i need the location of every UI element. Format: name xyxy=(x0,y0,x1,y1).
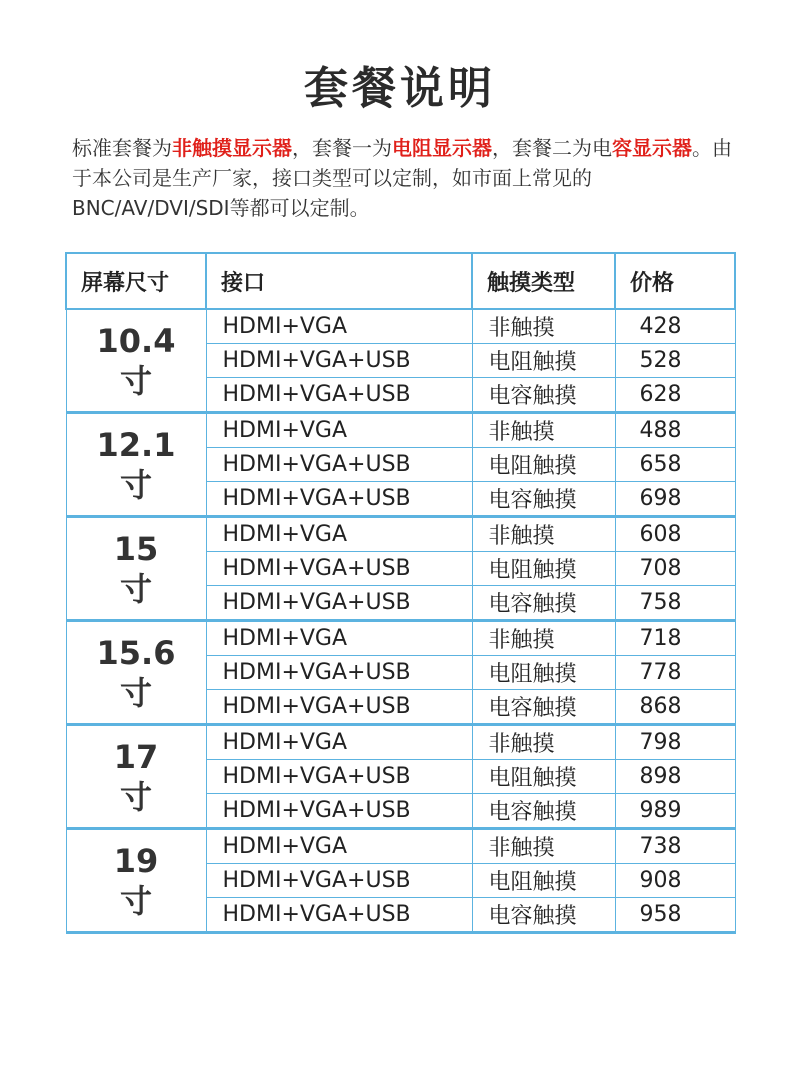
interface-cell: HDMI+VGA xyxy=(206,413,472,448)
price-cell: 428 xyxy=(615,309,735,344)
screen-size-unit: 寸 xyxy=(119,777,152,816)
screen-size-value: 17 xyxy=(113,737,159,776)
touch-type-cell: 电阻触摸 xyxy=(472,760,615,794)
touch-type-cell: 非触摸 xyxy=(472,517,615,552)
page-title: 套餐说明 xyxy=(304,63,496,114)
touch-type-cell: 非触摸 xyxy=(472,309,615,344)
interface-cell: HDMI+VGA+USB xyxy=(206,378,472,413)
interface-cell: HDMI+VGA+USB xyxy=(206,344,472,378)
touch-type-cell: 电容触摸 xyxy=(472,794,615,829)
interface-cell: HDMI+VGA xyxy=(206,309,472,344)
price-cell: 778 xyxy=(615,656,735,690)
price-cell: 628 xyxy=(615,378,735,413)
header-touch-type: 触摸类型 xyxy=(472,253,615,309)
price-cell: 718 xyxy=(615,621,735,656)
interface-cell: HDMI+VGA+USB xyxy=(206,586,472,621)
price-cell: 488 xyxy=(615,413,735,448)
interface-cell: HDMI+VGA+USB xyxy=(206,552,472,586)
interface-cell: HDMI+VGA+USB xyxy=(206,864,472,898)
touch-type-cell: 非触摸 xyxy=(472,413,615,448)
interface-cell: HDMI+VGA+USB xyxy=(206,656,472,690)
table-row xyxy=(66,829,735,864)
interface-cell: HDMI+VGA+USB xyxy=(206,760,472,794)
screen-size-value: 10.4 xyxy=(96,321,176,360)
screen-size-unit: 寸 xyxy=(119,881,152,920)
interface-cell: HDMI+VGA xyxy=(206,517,472,552)
price-cell: 608 xyxy=(615,517,735,552)
price-cell: 898 xyxy=(615,760,735,794)
price-cell: 738 xyxy=(615,829,735,864)
interface-cell: HDMI+VGA xyxy=(206,725,472,760)
touch-type-cell: 电容触摸 xyxy=(472,482,615,517)
interface-cell: HDMI+VGA xyxy=(206,621,472,656)
intro-text-2: ，套餐一为 xyxy=(292,136,392,160)
price-cell: 698 xyxy=(615,482,735,517)
intro-highlight-non-touch: 非触摸显示器 xyxy=(172,136,292,160)
table-row xyxy=(66,725,735,760)
touch-type-cell: 电容触摸 xyxy=(472,898,615,933)
screen-size-value: 12.1 xyxy=(96,425,176,464)
screen-size-cell xyxy=(66,725,206,829)
screen-size-cell xyxy=(66,309,206,413)
screen-size-value: 19 xyxy=(113,841,159,880)
touch-type-cell: 电阻触摸 xyxy=(472,448,615,482)
touch-type-cell: 电容触摸 xyxy=(472,586,615,621)
package-table xyxy=(65,252,736,934)
price-cell: 908 xyxy=(615,864,735,898)
table-header-row xyxy=(66,253,735,309)
screen-size-unit: 寸 xyxy=(119,465,152,504)
screen-size-cell xyxy=(66,621,206,725)
price-cell: 528 xyxy=(615,344,735,378)
touch-type-cell: 电阻触摸 xyxy=(472,864,615,898)
price-cell: 958 xyxy=(615,898,735,933)
price-cell: 708 xyxy=(615,552,735,586)
touch-type-cell: 非触摸 xyxy=(472,829,615,864)
interface-cell: HDMI+VGA+USB xyxy=(206,898,472,933)
touch-type-cell: 电阻触摸 xyxy=(472,344,615,378)
intro-highlight-capacitive: 容显示器 xyxy=(612,136,692,160)
interface-cell: HDMI+VGA+USB xyxy=(206,794,472,829)
price-cell: 868 xyxy=(615,690,735,725)
interface-cell: HDMI+VGA+USB xyxy=(206,448,472,482)
screen-size-value: 15.6 xyxy=(96,633,176,672)
intro-highlight-resistive: 电阻显示器 xyxy=(392,136,492,160)
intro-text-1: 标准套餐为 xyxy=(72,136,172,160)
screen-size-value: 15 xyxy=(113,529,159,568)
header-screen-size: 屏幕尺寸 xyxy=(66,253,206,309)
touch-type-cell: 电容触摸 xyxy=(472,690,615,725)
interface-cell: HDMI+VGA+USB xyxy=(206,690,472,725)
table-row xyxy=(66,309,735,344)
table-body xyxy=(66,309,735,933)
screen-size-cell xyxy=(66,413,206,517)
intro-text-4: 。由于本公司是生产厂家，接口类型可以定制，如市面上常见的BNC/AV/DVI/SDI等都可以定制。 xyxy=(72,136,732,220)
price-cell: 758 xyxy=(615,586,735,621)
touch-type-cell: 非触摸 xyxy=(472,621,615,656)
screen-size-unit: 寸 xyxy=(119,569,152,608)
touch-type-cell: 电容触摸 xyxy=(472,378,615,413)
screen-size-unit: 寸 xyxy=(119,361,152,400)
screen-size-cell xyxy=(66,517,206,621)
screen-size-cell xyxy=(66,829,206,933)
price-cell: 658 xyxy=(615,448,735,482)
table-row xyxy=(66,413,735,448)
intro-text-3: ，套餐二为电 xyxy=(492,136,612,160)
touch-type-cell: 电阻触摸 xyxy=(472,656,615,690)
table-row xyxy=(66,621,735,656)
price-cell: 989 xyxy=(615,794,735,829)
header-price: 价格 xyxy=(615,253,735,309)
header-interface: 接口 xyxy=(206,253,472,309)
price-cell: 798 xyxy=(615,725,735,760)
intro-paragraph xyxy=(72,133,732,223)
interface-cell: HDMI+VGA xyxy=(206,829,472,864)
table-row xyxy=(66,517,735,552)
touch-type-cell: 电阻触摸 xyxy=(472,552,615,586)
touch-type-cell: 非触摸 xyxy=(472,725,615,760)
interface-cell: HDMI+VGA+USB xyxy=(206,482,472,517)
screen-size-unit: 寸 xyxy=(119,673,152,712)
